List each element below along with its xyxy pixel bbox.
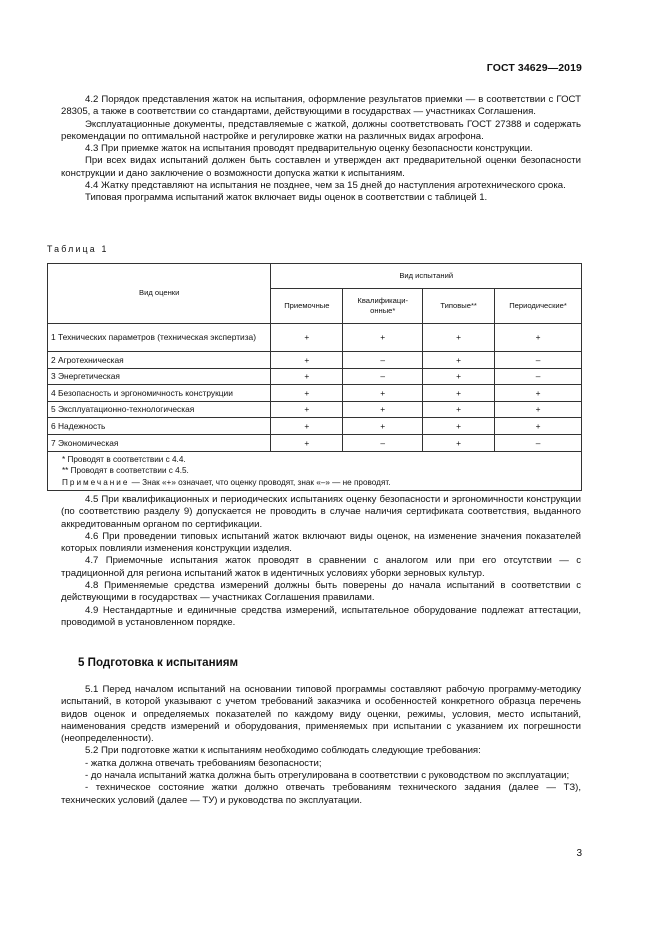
col-header-typical: Типовые** xyxy=(423,289,495,324)
section-title: 5 Подготовка к испытаниям xyxy=(78,656,239,669)
table-row xyxy=(48,352,582,369)
paragraph-5-1: 5.1 Перед началом испытаний на основании типовой программы составляют рабочую программу-методику испытаний, в которой указывают с учетом требований заказчика и особенностей конкретного образца перечень видов оценок и определяемых показателей по каждому виду оценки, режимы, условия, место испытаний, наименования средств измерений и оборудования, применяемых при испытании с указанием их погрешности (неопределенности). xyxy=(61,684,581,745)
paragraph-docs: Эксплуатационные документы, представляемые с жаткой, должны соответствовать ГОСТ 27388 и содержать рекомендации по оптимальной настройке и регулировке жатки на различных видах агрофона. xyxy=(61,118,581,142)
list-item: - жатка должна отвечать требованиям безопасности; xyxy=(85,757,322,769)
footnote-1: * Проводят в соответствии с 4.4. xyxy=(62,454,186,464)
col-header-periodic: Периодические* xyxy=(495,289,582,324)
top-text-block xyxy=(61,94,581,205)
cell-value: + xyxy=(271,352,343,369)
cell-value: + xyxy=(423,324,495,352)
paragraph-4-9: 4.9 Нестандартные и единичные средства измерений, испытательное оборудование подлежат аттестации, проводимой в установленном порядке. xyxy=(61,604,581,628)
col-header-qualification: Квалификаци-онные* xyxy=(343,289,423,324)
footnote-2: ** Проводят в соответствии с 4.5. xyxy=(62,466,189,476)
remark-text: — Знак «+» означает, что оценку проводят, знак «–» — не проводят. xyxy=(129,477,391,487)
cell-value: + xyxy=(423,418,495,435)
table-notes xyxy=(48,451,582,491)
paragraph-4-5: 4.5 При квалификационных и периодических испытаниях оценку безопасности и эргономичности конструкции (по соответствию разделу 9) допускается не проводить в случае наличия сертификата соответствия, выданного аккредитованным органом по сертификации. xyxy=(61,494,581,530)
paragraph-4-4: 4.4 Жатку представляют на испытания не позднее, чем за 15 дней до наступления агротехнического срока. xyxy=(85,180,566,192)
notes-row xyxy=(48,451,582,491)
cell-value: + xyxy=(495,324,582,352)
row-name: 1 Технических параметров (техническая экспертиза) xyxy=(48,324,271,352)
cell-value: + xyxy=(343,324,423,352)
cell-value: + xyxy=(271,385,343,402)
paragraph-5-2: 5.2 При подготовке жатки к испытаниям необходимо соблюдать следующие требования: xyxy=(85,745,481,757)
table-caption: Таблица 1 xyxy=(47,244,109,254)
row-name: 5 Эксплуатационно-технологическая xyxy=(48,401,271,418)
row-name: 3 Энергетическая xyxy=(48,368,271,385)
table-row xyxy=(48,368,582,385)
table-row xyxy=(48,401,582,418)
cell-value: + xyxy=(495,401,582,418)
cell-value: + xyxy=(423,385,495,402)
page-number: 3 xyxy=(576,848,582,859)
list-item: - до начала испытаний жатка должна быть отрегулирована в соответствии с руководством по эксплуатации; xyxy=(85,770,570,782)
cell-value: + xyxy=(271,434,343,451)
row-name: 4 Безопасность и эргономичность конструкции xyxy=(48,385,271,402)
cell-value: + xyxy=(423,401,495,418)
cell-value: + xyxy=(271,401,343,418)
col-header-assessment: Вид оценки xyxy=(48,264,271,324)
cell-value: + xyxy=(271,418,343,435)
paragraph-4-3: 4.3 При приемке жаток на испытания проводят предварительную оценку безопасности конструкции. xyxy=(85,143,533,155)
cell-value: + xyxy=(343,401,423,418)
cell-value: – xyxy=(495,434,582,451)
document-header: ГОСТ 34629—2019 xyxy=(486,62,582,74)
row-name: 6 Надежность xyxy=(48,418,271,435)
cell-value: + xyxy=(271,368,343,385)
paragraph-program: Типовая программа испытаний жаток включает виды оценок в соответствии с таблицей 1. xyxy=(85,192,488,204)
row-name: 2 Агротехническая xyxy=(48,352,271,369)
remark-label: Примечание xyxy=(62,477,130,487)
cell-value: + xyxy=(343,418,423,435)
middle-text-block xyxy=(61,494,581,629)
cell-value: – xyxy=(343,434,423,451)
paragraph-4-8: 4.8 Применяемые средства измерений должны быть поверены до начала испытаний в соответствии с действующими в государствах — участниках Соглашения правилами. xyxy=(61,580,581,604)
table-row xyxy=(48,324,582,352)
paragraph-4-2: 4.2 Порядок представления жаток на испытания, оформление результатов приемки — в соответствии с ГОСТ 28305, а также в соответствии со стандартами, действующими в государствах — участниках Соглашения. xyxy=(61,94,581,118)
col-header-acceptance: Приемочные xyxy=(271,289,343,324)
table-row xyxy=(48,434,582,451)
row-name: 7 Экономическая xyxy=(48,434,271,451)
cell-value: + xyxy=(343,385,423,402)
table-remark xyxy=(62,477,575,489)
cell-value: – xyxy=(495,352,582,369)
cell-value: + xyxy=(495,385,582,402)
col-header-test-types: Вид испытаний xyxy=(271,264,582,289)
paragraph-safety-act: При всех видах испытаний должен быть составлен и утвержден акт предварительной оценки безопасности конструкции и дано заключение о возможности допуска жатки к испытаниям. xyxy=(61,155,581,179)
cell-value: – xyxy=(343,368,423,385)
cell-value: + xyxy=(495,418,582,435)
list-item: - техническое состояние жатки должно отвечать требованиям технического задания (далее — ТЗ), технических условий (далее — ТУ) и руководства по эксплуатации. xyxy=(61,782,581,806)
bottom-text-block xyxy=(61,684,581,807)
cell-value: – xyxy=(495,368,582,385)
tests-table xyxy=(47,263,582,491)
cell-value: + xyxy=(423,352,495,369)
paragraph-4-6: 4.6 При проведении типовых испытаний жаток включают виды оценок, на изменение значения показателей которых повлияли изменения конструкции изделия. xyxy=(61,530,581,555)
cell-value: + xyxy=(271,324,343,352)
table-row xyxy=(48,385,582,402)
paragraph-4-7: 4.7 Приемочные испытания жаток проводят в сравнении с аналогом или при его отсутствии — с традиционной для региона испытаний жаток в идентичных условиях уборки зерновых культур. xyxy=(61,555,581,579)
table-row xyxy=(48,418,582,435)
cell-value: – xyxy=(343,352,423,369)
cell-value: + xyxy=(423,368,495,385)
cell-value: + xyxy=(423,434,495,451)
